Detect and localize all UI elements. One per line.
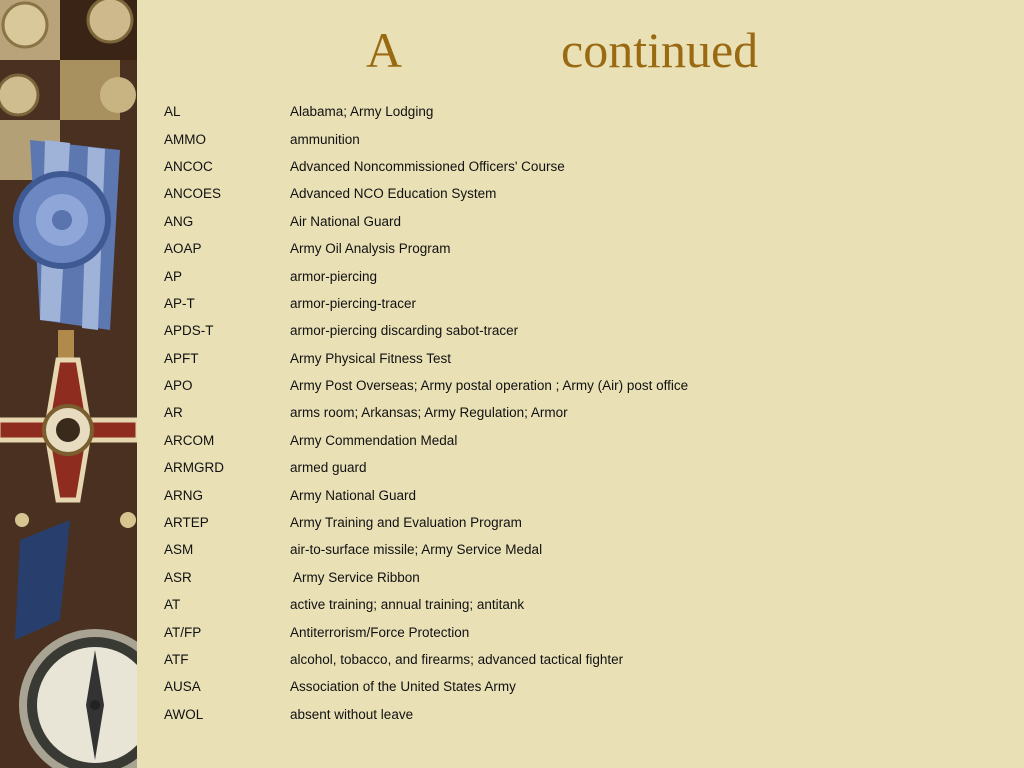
abbreviation: ASR xyxy=(164,569,192,585)
definition: ammunition xyxy=(290,131,360,147)
definition: Antiterrorism/Force Protection xyxy=(290,624,470,640)
definition: armed guard xyxy=(290,460,367,476)
glossary-entry xyxy=(164,290,1014,317)
abbreviation: ARTEP xyxy=(164,515,209,531)
abbreviation: ANG xyxy=(164,213,194,229)
definition: Association of the United States Army xyxy=(290,679,516,695)
glossary-entry xyxy=(164,509,1014,536)
abbreviation: AMMO xyxy=(164,131,206,147)
definition: Army Commendation Medal xyxy=(290,432,458,448)
glossary-entry xyxy=(164,618,1014,645)
definition: Army Service Ribbon xyxy=(290,569,420,585)
glossary-entry xyxy=(164,98,1014,125)
glossary-list xyxy=(164,98,1014,728)
glossary-entry xyxy=(164,317,1014,344)
glossary-entry xyxy=(164,427,1014,454)
glossary-entry xyxy=(164,262,1014,289)
glossary-entry xyxy=(164,564,1014,591)
glossary-entry xyxy=(164,208,1014,235)
abbreviation: APDS-T xyxy=(164,323,214,339)
definition: air-to-surface missile; Army Service Medal xyxy=(290,542,543,558)
definition: arms room; Arkansas; Army Regulation; Armor xyxy=(290,405,568,421)
glossary-entry xyxy=(164,646,1014,673)
glossary-entry xyxy=(164,701,1014,728)
definition: Army Post Overseas; Army postal operation ; Army (Air) post office xyxy=(290,378,689,394)
abbreviation: ARCOM xyxy=(164,432,215,448)
abbreviation: APFT xyxy=(164,350,199,366)
abbreviation: AUSA xyxy=(164,679,201,695)
glossary-entry xyxy=(164,125,1014,152)
glossary-entry xyxy=(164,454,1014,481)
definition: Army National Guard xyxy=(290,487,417,503)
abbreviation: AOAP xyxy=(164,241,202,257)
abbreviation: AP-T xyxy=(164,295,195,311)
definition: Army Training and Evaluation Program xyxy=(290,515,522,531)
definition: active training; annual training; antitank xyxy=(290,597,525,613)
definition: armor-piercing discarding sabot-tracer xyxy=(290,323,519,339)
glossary-entry xyxy=(164,153,1014,180)
glossary-entry xyxy=(164,536,1014,563)
abbreviation: ARNG xyxy=(164,487,204,503)
glossary-entry xyxy=(164,235,1014,262)
abbreviation: ATF xyxy=(164,652,189,667)
glossary-entry xyxy=(164,673,1014,700)
definition: Army Physical Fitness Test xyxy=(290,350,452,366)
glossary-entry xyxy=(164,591,1014,618)
abbreviation: ANCOC xyxy=(164,158,213,174)
abbreviation: APO xyxy=(164,378,193,394)
abbreviation: AT/FP xyxy=(164,624,202,640)
definition: Advanced Noncommissioned Officers' Course xyxy=(290,158,565,174)
glossary-entry xyxy=(164,372,1014,399)
abbreviation: ASM xyxy=(164,542,194,558)
definition: alcohol, tobacco, and firearms; advanced tactical fighter xyxy=(290,652,624,667)
abbreviation: AP xyxy=(164,268,183,284)
definition: absent without leave xyxy=(290,706,414,722)
abbreviation: AT xyxy=(164,597,181,613)
glossary-entry xyxy=(164,180,1014,207)
definition: Air National Guard xyxy=(290,213,402,229)
decorative-medals-image xyxy=(0,0,137,768)
glossary-entry xyxy=(164,345,1014,372)
title-letter: A xyxy=(366,22,403,78)
definition: Alabama; Army Lodging xyxy=(290,104,434,120)
abbreviation: ANCOES xyxy=(164,186,222,202)
glossary-entry xyxy=(164,481,1014,508)
abbreviation: AWOL xyxy=(164,706,204,722)
abbreviation: ARMGRD xyxy=(164,460,224,476)
abbreviation: AR xyxy=(164,405,183,421)
definition: Advanced NCO Education System xyxy=(290,186,497,202)
abbreviation: AL xyxy=(164,104,181,120)
definition: armor-piercing-tracer xyxy=(290,295,417,311)
slide-title xyxy=(366,18,846,82)
glossary-entry xyxy=(164,399,1014,426)
title-word: continued xyxy=(561,22,759,78)
definition: armor-piercing xyxy=(290,268,378,284)
definition: Army Oil Analysis Program xyxy=(290,241,451,257)
